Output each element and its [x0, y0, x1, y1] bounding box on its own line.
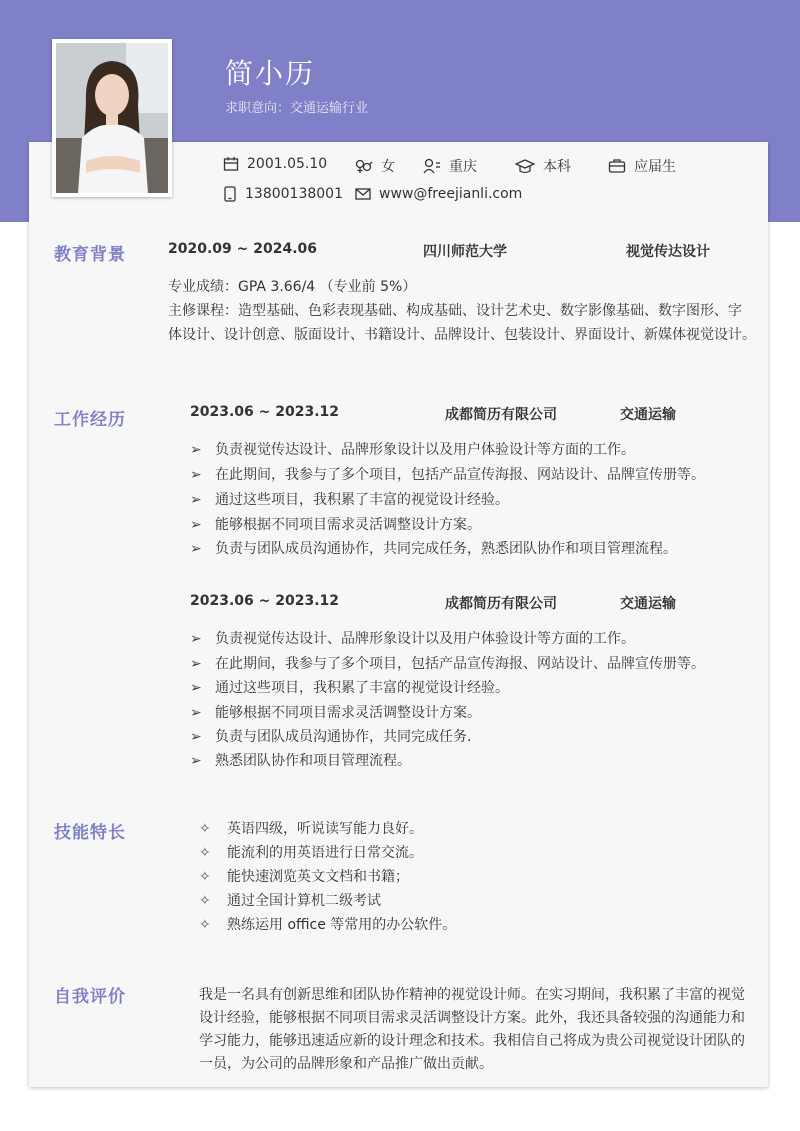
- arrow-bullet-icon: ➢: [190, 729, 202, 745]
- info-gender: [355, 156, 395, 176]
- diamond-bullet-icon: ✧: [199, 845, 211, 861]
- job1-item: ➢ 通过这些项目，我积累了丰富的视觉设计经验。: [190, 492, 509, 508]
- self-eval-line: 设计经验，能够根据不同项目需求灵活调整设计方案。此外，我还具备较强的沟通能力和: [199, 1010, 745, 1026]
- section-title-self: 自我评价: [54, 987, 126, 1007]
- status-text: 应届生: [634, 159, 676, 175]
- info-status: [608, 156, 676, 176]
- job2-company: 成都简历有限公司: [445, 596, 557, 612]
- arrow-bullet-icon: ➢: [190, 753, 202, 769]
- phone-text: 13800138001: [245, 186, 343, 202]
- gender-icon: [355, 158, 373, 174]
- arrow-bullet-icon: ➢: [190, 467, 202, 483]
- job2-role: 交通运输: [620, 596, 676, 612]
- graduation-cap-icon: [515, 158, 535, 174]
- job2-item: ➢ 负责与团队成员沟通协作，共同完成任务.: [190, 729, 472, 745]
- self-eval-line: 我是一名具有创新思维和团队协作精神的视觉设计师。在实习期间，我积累了丰富的视觉: [199, 987, 745, 1003]
- job1-item: ➢ 负责与团队成员沟通协作，共同完成任务，熟悉团队协作和项目管理流程。: [190, 541, 677, 557]
- arrow-bullet-icon: ➢: [190, 492, 202, 508]
- arrow-bullet-icon: ➢: [190, 517, 202, 533]
- skill-item: ✧ 英语四级，听说读写能力良好。: [199, 821, 423, 837]
- skill-item: ✧ 能流利的用英语进行日常交流。: [199, 845, 423, 861]
- education-period: 2020.09 ~ 2024.06: [168, 241, 318, 257]
- education-school: 四川师范大学: [423, 244, 507, 260]
- email-icon: [355, 187, 371, 201]
- arrow-bullet-icon: ➢: [190, 541, 202, 557]
- info-birthday: [223, 156, 327, 172]
- education-major: 视觉传达设计: [626, 244, 710, 260]
- birthday-text: 2001.05.10: [247, 156, 328, 172]
- diamond-bullet-icon: ✧: [199, 869, 211, 885]
- calendar-icon: [223, 156, 239, 172]
- arrow-bullet-icon: ➢: [190, 656, 202, 672]
- arrow-bullet-icon: ➢: [190, 631, 202, 647]
- section-title-skills: 技能特长: [54, 823, 126, 843]
- self-eval-line: 一员，为公司的品牌形象和产品推广做出贡献。: [199, 1056, 493, 1072]
- info-phone: [223, 186, 343, 202]
- info-city: [423, 156, 477, 176]
- section-title-education: 教育背景: [54, 245, 126, 265]
- city-text: 重庆: [449, 159, 477, 175]
- info-email: [355, 186, 522, 202]
- education-courses-line1: 主修课程：造型基础、色彩表现基础、构成基础、设计艺术史、数字影像基础、数字图形、字: [168, 303, 742, 319]
- self-eval-line: 学习能力，能够迅速适应新的设计理念和技术。我相信自己将成为贵公司视觉设计团队的: [199, 1033, 745, 1049]
- section-title-work: 工作经历: [54, 410, 126, 430]
- portrait-image: [56, 43, 168, 193]
- candidate-name: 简小历: [225, 57, 316, 90]
- arrow-bullet-icon: ➢: [190, 705, 202, 721]
- job1-period: 2023.06 ~ 2023.12: [190, 404, 340, 420]
- diamond-bullet-icon: ✧: [199, 893, 211, 909]
- person-icon: [423, 158, 441, 174]
- job2-period: 2023.06 ~ 2023.12: [190, 593, 340, 609]
- diamond-bullet-icon: ✧: [199, 821, 211, 837]
- job1-item: ➢ 负责视觉传达设计、品牌形象设计以及用户体验设计等方面的工作。: [190, 442, 635, 458]
- job2-item: ➢ 在此期间，我参与了多个项目，包括产品宣传海报、网站设计、品牌宣传册等。: [190, 656, 705, 672]
- phone-icon: [223, 186, 237, 202]
- skill-item: ✧ 熟练运用 office 等常用的办公软件。: [199, 917, 457, 933]
- briefcase-icon: [608, 158, 626, 174]
- job-intent: 求职意向：交通运输行业: [225, 101, 369, 116]
- profile-photo: [52, 39, 172, 197]
- job2-item: ➢ 熟悉团队协作和项目管理流程。: [190, 753, 411, 769]
- job2-item: ➢ 通过这些项目，我积累了丰富的视觉设计经验。: [190, 680, 509, 696]
- diamond-bullet-icon: ✧: [199, 917, 211, 933]
- education-courses-line2: 体设计、设计创意、版面设计、书籍设计、品牌设计、包装设计、界面设计、新媒体视觉设计。: [168, 327, 756, 343]
- info-degree: [515, 156, 571, 176]
- email-text: www@freejianli.com: [379, 186, 523, 202]
- degree-text: 本科: [543, 159, 571, 175]
- arrow-bullet-icon: ➢: [190, 680, 202, 696]
- arrow-bullet-icon: ➢: [190, 442, 202, 458]
- education-gpa: 专业成绩：GPA 3.66/4 （专业前 5%）: [168, 279, 417, 295]
- job1-role: 交通运输: [620, 407, 676, 423]
- skill-item: ✧ 通过全国计算机二级考试: [199, 893, 381, 909]
- job1-item: ➢ 能够根据不同项目需求灵活调整设计方案。: [190, 517, 481, 533]
- job1-company: 成都简历有限公司: [445, 407, 557, 423]
- skill-item: ✧ 能快速浏览英文文档和书籍；: [199, 869, 409, 885]
- job1-item: ➢ 在此期间，我参与了多个项目，包括产品宣传海报、网站设计、品牌宣传册等。: [190, 467, 705, 483]
- gender-text: 女: [381, 159, 395, 175]
- job2-item: ➢ 负责视觉传达设计、品牌形象设计以及用户体验设计等方面的工作。: [190, 631, 635, 647]
- job2-item: ➢ 能够根据不同项目需求灵活调整设计方案。: [190, 705, 481, 721]
